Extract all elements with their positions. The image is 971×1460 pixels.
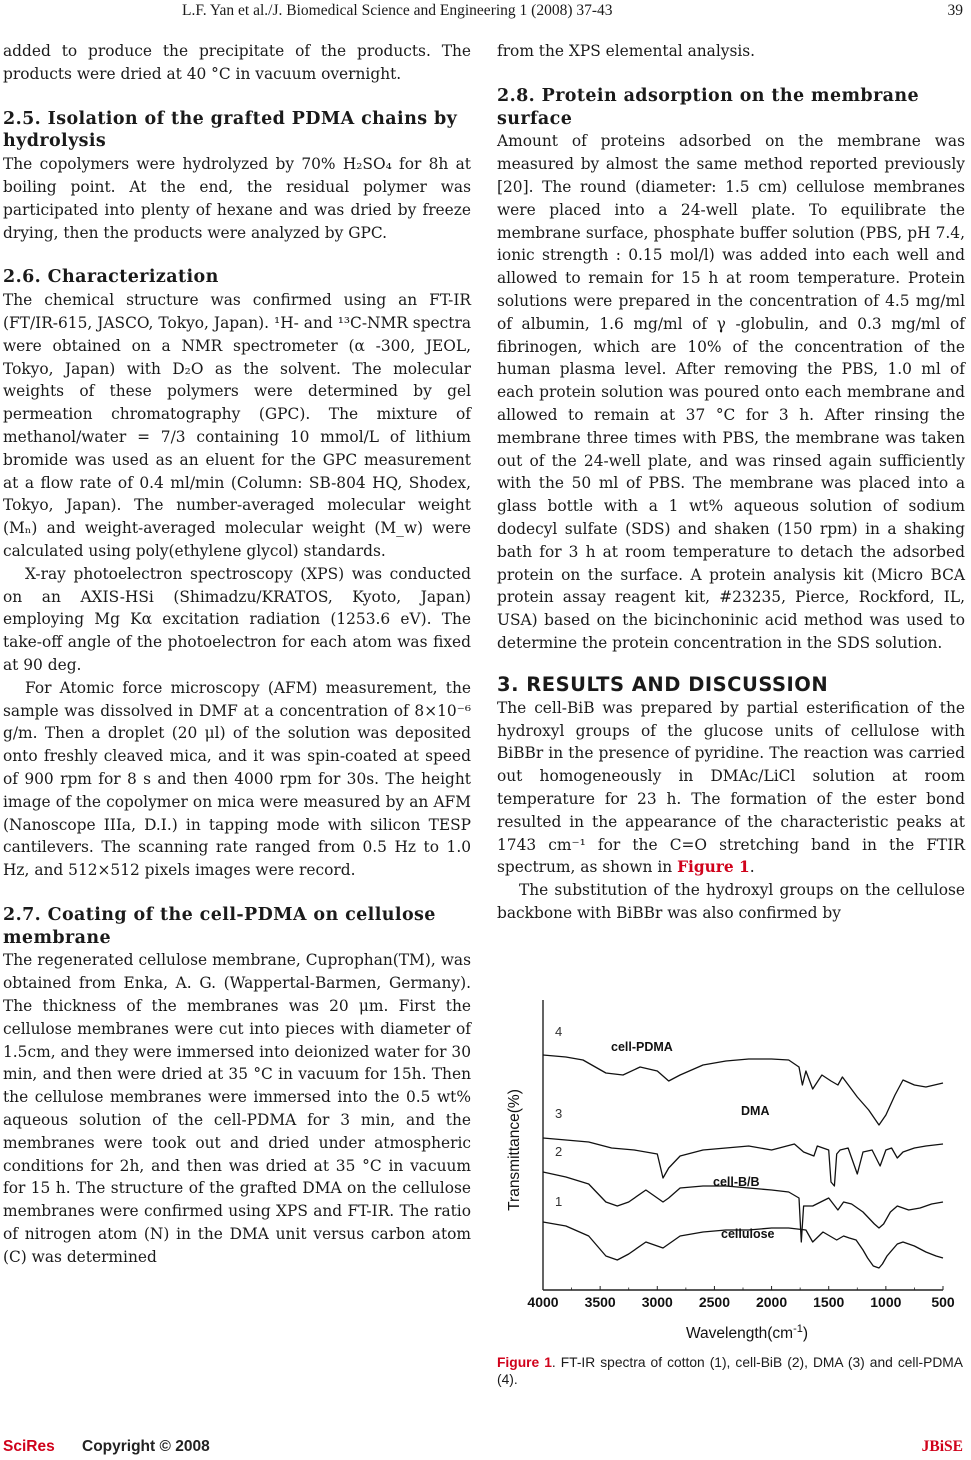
x-axis-label: $Wavelength(cm^{-1})$: [685, 1323, 809, 1342]
ftir-chart-svg: [497, 1000, 967, 1345]
x-tick-label-2500: 2500: [698, 1294, 731, 1310]
section-2-7-text: The regenerated cellulose membrane, Cuprophan(TM), was obtained from Enka, A. G. (Wappertal-Barmen, Germany). The thickness of the membranes was 20 μm. First the cellulose membranes were cut into pieces with diameter of 1.5cm, and they were immersed into deionized water for 30 min, and then were dried at 35 °C in vacuum for 15h. Then the cellulose membranes were immersed into the 0.5 wt% aqueous solution of the cell-PDMA for 3 min, and the membranes were took out and dried under atmospheric conditions for 2h, and then was dried at 35 °C in vacuum for 15 h. The structure of the grafted DMA on the cellulose membranes were confirmed using XPS and FT-IR. The ratio of nitrogen atom (N) in the DMA unit versus carbon atom (C) was determined: [3, 951, 471, 1266]
section-2-7-title: 2.7. Coating of the cell-PDMA on cellulose membrane: [3, 904, 436, 948]
section-3-paragraph-2: The substitution of the hydroxyl groups on the cellulose backbone with BiBBr was also confirmed by: [497, 881, 965, 922]
section-3-paragraph-1-text: The cell-BiB was prepared by partial esterification of the hydroxyl groups of the glucose units of cellulose with BiBBr in the presence of pyridine. The reaction was carried out homogeneously in DMAc/LiCl solution at room temperature for 23 h. The formation of the ester bond resulted in the appearance of the characteristic peaks at 1743 cm⁻¹ for the C=O stretching band in the FTIR spectrum, as shown in: [497, 698, 965, 877]
publisher-brand: SciRes: [3, 1438, 55, 1455]
x-tick-label-2000: 2000: [755, 1294, 788, 1310]
section-2-5-text: The copolymers were hydrolyzed by 70% H₂SO₄ for 8h at boiling point. At the end, the residual polymer was participated into plenty of hexane and was dried by freeze drying, then the products were analyzed by GPC.: [3, 155, 471, 242]
section-3-paragraph-1: [497, 697, 965, 879]
section-2-6-paragraph-2: X-ray photoelectron spectroscopy (XPS) was conducted on an AXIS-HSi (Shimadzu/KRATOS, Kyoto, Japan) employing Mg Kα excitation radiation (1253.6 eV). The take-off angle of the photoelectron for each atom was fixed at 90 deg.: [3, 564, 471, 674]
series-index-2: 2: [555, 1144, 563, 1159]
copyright-text: Copyright © 2008: [82, 1438, 210, 1455]
section-3-title: 3. RESULTS AND DISCUSSION: [497, 672, 829, 696]
section-2-8-title: 2.8. Protein adsorption on the membrane surface: [497, 85, 920, 129]
section-2-5-title: 2.5. Isolation of the grafted PDMA chains by hydrolysis: [3, 108, 458, 152]
series-label-1: cellulose: [721, 1227, 775, 1241]
series-index-1: 1: [555, 1194, 563, 1209]
figure-1-caption: [497, 1354, 963, 1388]
caption-label: Figure 1: [497, 1355, 552, 1370]
journal-abbrev: JBiSE: [921, 1438, 963, 1455]
series-index-4: 4: [555, 1024, 563, 1039]
y-axis-label: Transmittance(%): [506, 1089, 523, 1211]
section-2-8-text: Amount of proteins adsorbed on the membrane was measured by almost the same method reported previously [20]. The round (diameter: 1.5 cm) cellulose membranes were placed into a 24-well plate. To equilibrate the membrane surface, phosphate buffer solution (PBS, pH 7.4, ionic strength : 0.15 mol/l) was added into each well and allowed to remain for 15 h at room temperature. Protein solutions were prepared in the concentration of 4.5 mg/ml of albumin, 1.6 mg/ml of γ -globulin, and 0.3 mg/ml of fibrinogen, which are 10% of the concentration of the human plasma level. After removing the PBS, 1.0 ml of each protein solution was poured onto each membrane and allowed to remain at 37 °C for 3 h. After rinsing the membrane three times with PBS, the membrane was taken out of the 24-well plate, and was rinsed again sufficiently with the 50 ml of PBS. The membrane was placed into a glass bottle with a 1 wt% aqueous solution of sodium dodecyl sulfate (SDS) and shaken (150 rpm) in a shaking bath for 3 h at room temperature to detach the adsorbed protein on the surface. A protein analysis kit (Micro BCA protein assay reagent kit, #23235, Pierce, Rockford, IL, USA) based on the bicinchoninic acid method was used to determine the protein concentration in the SDS solution.: [497, 132, 965, 652]
series-label-3: DMA: [741, 1104, 770, 1118]
x-tick-label-4000: 4000: [527, 1294, 559, 1310]
paragraph-continued: from the XPS elemental analysis.: [497, 42, 756, 60]
x-tick-label-3500: 3500: [584, 1294, 616, 1310]
left-column: [3, 40, 471, 1269]
period: .: [749, 858, 755, 877]
section-2-6-title: 2.6. Characterization: [3, 267, 219, 288]
section-2-6-paragraph-3: For Atomic force microscopy (AFM) measurement, the sample was dissolved in DMF at a concentration of 8×10⁻⁶ g/m. Then a droplet (20 μl) of the solution was deposited onto freshly cleaved mica, and it was spin-coated at speed of 900 rpm for 8 s and then 4000 rpm for 30s. The height image of the copolymer on mica were measured by an AFM (Nanoscope IIIa, D.I.) in tapping mode with silicon TESP cantilevers. The scanning rate ranged from 0.5 Hz to 1.0 Hz, and 512×512 pixels images were record.: [3, 678, 471, 880]
x-tick-label-1000: 1000: [870, 1294, 902, 1310]
series-label-2: cell-B/B: [713, 1175, 760, 1189]
running-title: L.F. Yan et al./J. Biomedical Science and Engineering 1 (2008) 37-43: [182, 2, 613, 19]
right-column: [497, 40, 965, 925]
x-tick-label-3000: 3000: [641, 1294, 673, 1310]
figure-1-ftir-chart: [497, 1000, 967, 1345]
figure-1-reference-link[interactable]: Figure 1: [677, 858, 750, 877]
series-label-4: cell-PDMA: [611, 1040, 673, 1054]
page-number: 39: [947, 2, 963, 19]
series-index-3: 3: [555, 1106, 563, 1121]
paragraph-intro: added to produce the precipitate of the products. The products were dried at 40 °C in vacuum overnight.: [3, 42, 471, 83]
x-tick-label-500: 500: [931, 1294, 955, 1310]
page-footer: [0, 1438, 971, 1460]
section-2-6-paragraph-1: The chemical structure was confirmed using an FT-IR (FT/IR-615, JASCO, Tokyo, Japan). ¹H- and ¹³C-NMR spectra were obtained on a NMR spectrometer (α -300, JEOL, Tokyo, Japan) with D₂O as the solvent. The molecular weights of these polymers were determined by gel permeation chromatography (GPC). The mixture of methanol/water = 7/3 containing 10 mmol/L of lithium bromide was used as an eluent for the GPC measurement at a flow rate of 0.4 ml/min (Column: SB-804 HQ, Shodex, Tokyo, Japan). The number-averaged molecular weight (Mₙ) and weight-averaged molecular weight (M_w) were calculated using poly(ethylene glycol) standards.: [3, 291, 471, 560]
running-header: [0, 0, 971, 22]
x-tick-label-1500: 1500: [813, 1294, 845, 1310]
caption-text: . FT-IR spectra of cotton (1), cell-BiB (2), DMA (3) and cell-PDMA (4).: [497, 1355, 963, 1387]
